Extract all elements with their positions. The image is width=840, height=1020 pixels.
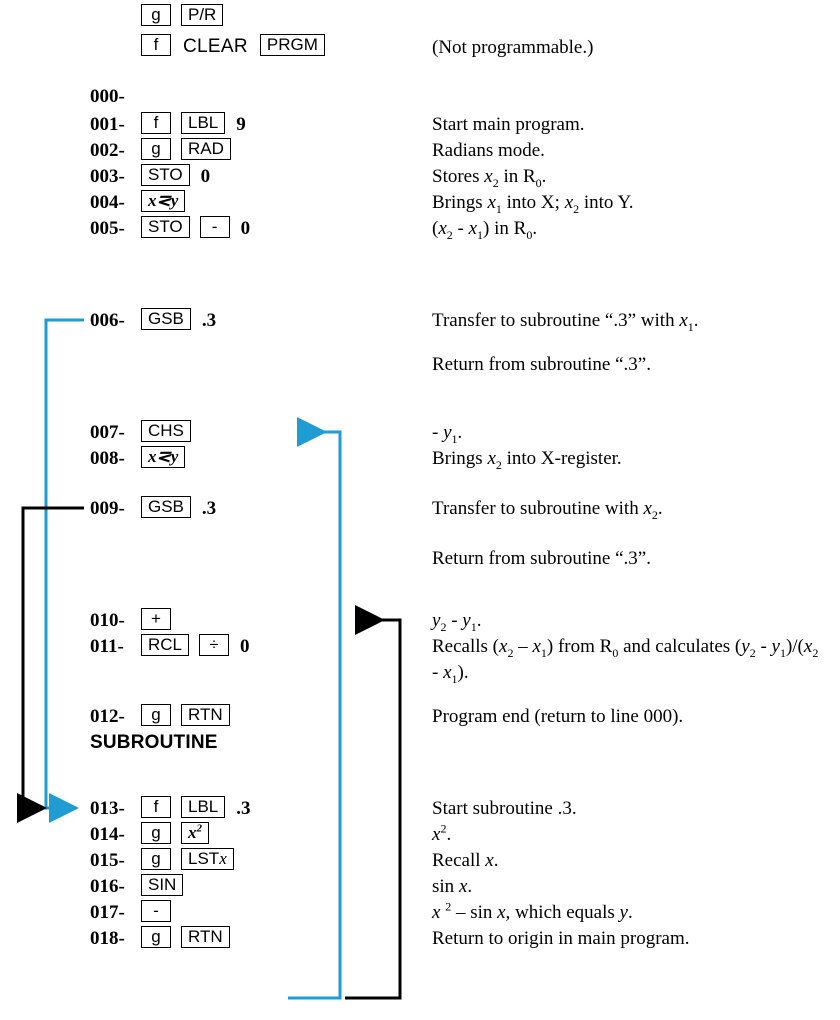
- key-group: [138, 926, 233, 952]
- key-group: [138, 4, 226, 30]
- comment: Program end (return to line 000).: [432, 706, 684, 727]
- line-number: 001-: [90, 114, 125, 135]
- key-last-x[interactable]: LSTx: [181, 848, 234, 870]
- key-f[interactable]: f: [141, 112, 171, 134]
- argument: .3: [201, 310, 217, 331]
- argument: .3: [236, 798, 251, 819]
- key-lbl[interactable]: LBL: [181, 112, 225, 134]
- key-minus[interactable]: -: [200, 216, 230, 238]
- comment: sin x.: [432, 876, 473, 897]
- key-x-squared[interactable]: $x^2$: [181, 822, 209, 844]
- key-gsb[interactable]: GSB: [141, 308, 191, 330]
- comment: $x^2$.: [432, 821, 452, 845]
- comment: Brings $x_1$ into X; $x_2$ into Y.: [432, 192, 634, 216]
- comment: Brings $x_2$ into X-register.: [432, 448, 622, 472]
- comment: x $^2$ – sin x, which equals y.: [432, 899, 633, 923]
- key-chs[interactable]: CHS: [141, 420, 191, 442]
- comment: Return from subroutine “.3”.: [432, 548, 651, 569]
- argument: 9: [236, 114, 246, 135]
- key-x-exchange-y[interactable]: x⋜y: [141, 446, 185, 468]
- program-line-018: [0, 926, 840, 952]
- line-number: 015-: [90, 850, 125, 871]
- program-line-000: [0, 84, 840, 110]
- program-line-013: [0, 796, 840, 822]
- key-group: [138, 704, 233, 730]
- program-line-015: [0, 848, 840, 874]
- key-rad[interactable]: RAD: [181, 138, 231, 160]
- comment-not-programmable: (Not programmable.): [432, 37, 594, 58]
- program-line-009: [0, 496, 840, 522]
- key-minus[interactable]: -: [141, 900, 171, 922]
- key-group: [138, 112, 248, 138]
- subroutine-heading: SUBROUTINE: [90, 732, 218, 753]
- line-number: 008-: [90, 448, 125, 469]
- key-group: [138, 34, 328, 60]
- line-number: 007-: [90, 422, 125, 443]
- key-g[interactable]: g: [141, 138, 171, 160]
- program-line-006: [0, 308, 840, 334]
- key-group: [138, 900, 174, 926]
- key-f[interactable]: f: [141, 796, 171, 818]
- key-prgm[interactable]: PRGM: [260, 34, 325, 56]
- key-group: [138, 848, 237, 874]
- program-line-017: [0, 900, 840, 926]
- comment: $(x_2 - x_1)$ in $R_0$.: [432, 218, 538, 242]
- program-line-005: [0, 216, 840, 242]
- key-group: [138, 874, 186, 900]
- program-line-011: [0, 634, 840, 686]
- key-g[interactable]: g: [141, 848, 171, 870]
- key-g[interactable]: g: [141, 4, 171, 26]
- note-return-from-subroutine-2: [0, 546, 840, 572]
- key-gsb[interactable]: GSB: [141, 496, 191, 518]
- key-group: [138, 634, 252, 660]
- note-return-from-subroutine-1: [0, 352, 840, 378]
- line-number: 013-: [90, 798, 125, 819]
- comment: Return to origin in main program.: [432, 928, 690, 949]
- comment: $y_2 - y_1$.: [432, 610, 482, 634]
- argument: 0: [240, 636, 250, 657]
- key-group: [138, 608, 174, 634]
- key-group: [138, 420, 194, 446]
- key-group: [138, 496, 218, 522]
- key-rtn[interactable]: RTN: [181, 704, 230, 726]
- key-group: [138, 138, 234, 164]
- comment: Recalls $(x_2 - x_1)$ from $R_0$ and calculates $(y_2 - y_1)/(x_2 - x_1)$.: [432, 636, 819, 686]
- key-group: [138, 308, 218, 334]
- program-line-003: [0, 164, 840, 190]
- key-group: [138, 190, 188, 216]
- key-rcl[interactable]: RCL: [141, 634, 189, 656]
- clear-label: CLEAR: [183, 36, 248, 57]
- key-g[interactable]: g: [141, 704, 171, 726]
- comment: Start subroutine .3.: [432, 798, 577, 819]
- line-number: 014-: [90, 824, 125, 845]
- key-lbl[interactable]: LBL: [181, 796, 225, 818]
- argument: 0: [200, 166, 211, 187]
- key-x-exchange-y[interactable]: x⋜y: [141, 190, 185, 212]
- argument: .3: [201, 498, 217, 519]
- program-line-016: [0, 874, 840, 900]
- line-number: 004-: [90, 192, 125, 213]
- comment: Transfer to subroutine with $x_2$.: [432, 498, 663, 522]
- key-group: [138, 216, 252, 242]
- comment: Return from subroutine “.3”.: [432, 354, 651, 375]
- program-line-008: [0, 446, 840, 472]
- comment: - $y_1$.: [432, 422, 463, 446]
- line-number: 000-: [90, 86, 125, 107]
- comment: Radians mode.: [432, 140, 545, 161]
- key-group: [138, 446, 188, 472]
- program-line-002: [0, 138, 840, 164]
- line-number: 016-: [90, 876, 125, 897]
- comment: Stores $x_2$ in $R_0$.: [432, 166, 547, 190]
- key-group: [138, 796, 253, 822]
- key-pr[interactable]: P/R: [181, 4, 223, 26]
- program-line-012: [0, 704, 840, 730]
- key-group: [138, 164, 212, 190]
- key-sto[interactable]: STO: [141, 216, 190, 238]
- program-line-001: [0, 112, 840, 138]
- program-line-010: [0, 608, 840, 634]
- key-divide[interactable]: ÷: [199, 634, 229, 656]
- line-number: 017-: [90, 902, 125, 923]
- program-line-014: [0, 822, 840, 848]
- line-number: 011-: [90, 636, 124, 657]
- key-rtn[interactable]: RTN: [181, 926, 230, 948]
- line-number: 002-: [90, 140, 125, 161]
- line-number: 012-: [90, 706, 125, 727]
- program-line-007: [0, 420, 840, 446]
- key-sin[interactable]: SIN: [141, 874, 183, 896]
- line-number: 009-: [90, 498, 125, 519]
- comment: Transfer to subroutine “.3” with $x_1$.: [432, 310, 699, 334]
- argument: 0: [240, 218, 251, 239]
- line-number: 010-: [90, 610, 125, 631]
- key-group: [138, 822, 212, 848]
- line-number: 006-: [90, 310, 125, 331]
- comment: Recall x.: [432, 850, 499, 871]
- key-sto[interactable]: STO: [141, 164, 190, 186]
- line-number: 003-: [90, 166, 125, 187]
- program-line-004: [0, 190, 840, 216]
- key-f[interactable]: f: [141, 34, 171, 56]
- key-g[interactable]: g: [141, 926, 171, 948]
- key-plus[interactable]: +: [141, 608, 171, 630]
- line-number: 005-: [90, 218, 125, 239]
- line-number: 018-: [90, 928, 125, 949]
- comment: Start main program.: [432, 114, 585, 135]
- key-g[interactable]: g: [141, 822, 171, 844]
